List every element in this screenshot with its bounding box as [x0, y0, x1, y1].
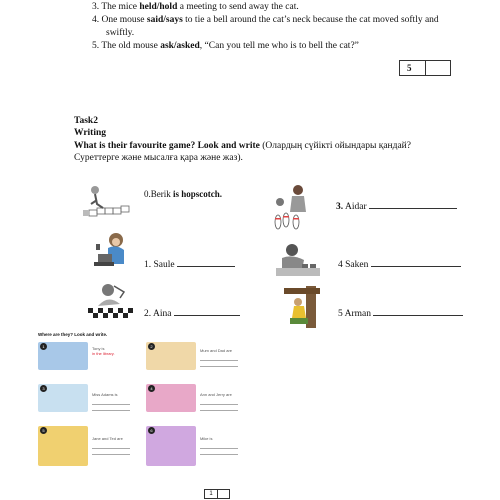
worksheet-line-6a[interactable] — [200, 448, 238, 449]
answer-aidar-line[interactable] — [369, 200, 457, 209]
score-box — [399, 60, 451, 76]
worksheet-line-4b[interactable] — [200, 410, 238, 411]
worksheet-line-6b[interactable] — [200, 454, 238, 455]
hopscotch-illustration — [83, 182, 135, 220]
worksheet-num-2: 2 — [148, 343, 155, 350]
answer-arman-line[interactable] — [373, 307, 463, 316]
answer-saule-line[interactable] — [177, 258, 235, 267]
worksheet-cap-3: Miss Adams is — [92, 392, 118, 397]
worksheet-cap-5: Jane and Ted are — [92, 436, 123, 441]
worksheet-image — [36, 330, 244, 478]
worksheet-line-5b[interactable] — [92, 454, 130, 455]
answer-saule: 1. Saule — [144, 258, 235, 271]
page-box — [204, 489, 230, 499]
worksheet-cap-6: Mike is — [200, 436, 213, 441]
task1-item-4-cont: swiftly. — [106, 28, 135, 38]
task1-item-5: 5. The old mouse ask/asked, “Can you tell me who is to bell the cat?” — [92, 41, 359, 51]
worksheet-line-2b[interactable] — [200, 366, 238, 367]
bowling-illustration — [270, 182, 322, 232]
score-value: 5 — [400, 61, 426, 75]
worksheet-line-3b[interactable] — [92, 410, 130, 411]
score-empty-cell[interactable] — [426, 61, 450, 75]
page-number: 1 — [205, 490, 218, 498]
worksheet-num-5: 5 — [40, 427, 47, 434]
tree-climbing-illustration — [284, 286, 320, 328]
page-empty-cell — [218, 490, 229, 498]
task2-question: What is their favourite game? Look and write (Олардың сүйікті ойындары қандай? — [74, 141, 411, 151]
worksheet-header: Where are they? Look and write. — [38, 332, 108, 337]
answer-arman: 5 Arman — [338, 307, 463, 320]
answer-example: 0.Berik is hopscotch. — [144, 189, 223, 199]
task1-item-4: 4. One mouse said/says to tie a bell around the cat’s neck because the cat moved softly and — [92, 15, 439, 25]
task2-title: Task2 — [74, 116, 98, 126]
worksheet-num-4: 4 — [148, 385, 155, 392]
worksheet-num-3: 3 — [40, 385, 47, 392]
worksheet-cap-1: Tony is in the library. — [92, 346, 115, 356]
chess-girl-illustration — [90, 230, 136, 272]
task2-subtitle: Writing — [74, 128, 107, 138]
task2-question-native: Суреттерге және мысалға қара және жаз). — [74, 153, 243, 163]
answer-saken: 4 Saken — [338, 258, 461, 271]
answer-aina-line[interactable] — [174, 307, 240, 316]
puzzle-illustration — [272, 240, 324, 280]
worksheet-line-3a[interactable] — [92, 404, 130, 405]
worksheet-line-4a[interactable] — [200, 404, 238, 405]
worksheet-line-5a[interactable] — [92, 448, 130, 449]
chess-board-illustration — [84, 282, 136, 320]
worksheet-num-1: 1 — [40, 343, 47, 350]
answer-aina: 2. Aina — [144, 307, 240, 320]
worksheet-num-6: 6 — [148, 427, 155, 434]
worksheet-cap-4: Ann and Jerry are — [200, 392, 232, 397]
answer-saken-line[interactable] — [371, 258, 461, 267]
worksheet-cap-2: Mum and Dad are — [200, 348, 233, 353]
task1-item-3: 3. The mice held/hold a meeting to send away the cat. — [92, 2, 299, 12]
worksheet-line-2a[interactable] — [200, 360, 238, 361]
answer-aidar: 3. Aidar — [336, 200, 457, 213]
